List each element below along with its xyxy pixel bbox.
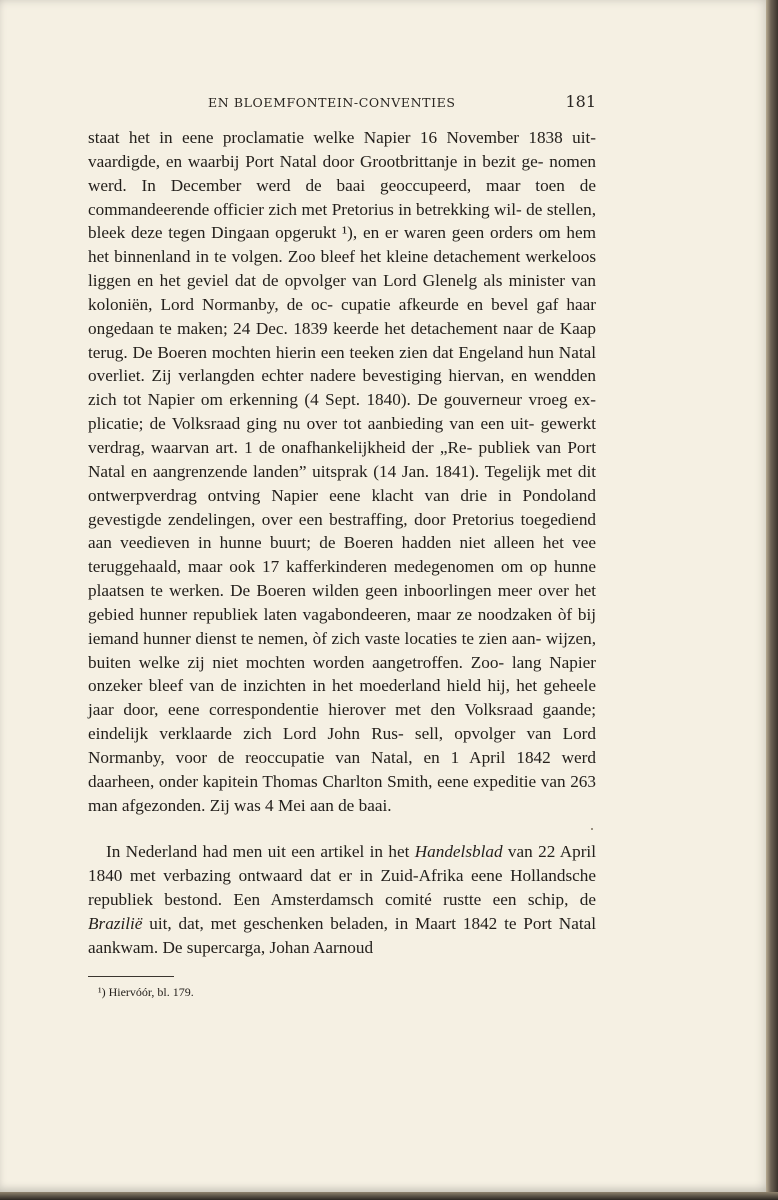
page-header bbox=[88, 92, 596, 114]
paragraph-1-line: tot Napier om erkenning (4 Sept. 1840). De gouverneur vroeg ex- bbox=[123, 390, 596, 410]
paragraph-1-line: ook 17 kafferkinderen medegenomen om op hunne plaatsen te bbox=[88, 557, 597, 601]
paragraph-1-line: de stellen, bleek deze tegen Dingaan opgerukt ¹), en er waren geen bbox=[88, 199, 597, 243]
body-text bbox=[88, 126, 596, 960]
paragraph-1-line: aan de baai. bbox=[309, 795, 392, 815]
page-edge-bottom bbox=[0, 1192, 778, 1200]
paragraph-1-line: wijzen, buiten welke zij niet mochten worden aangetroffen. Zoo- bbox=[88, 628, 597, 672]
paragraph-2-line: 1842 te Port Natal aankwam. De supercarga, Johan Aarnoud bbox=[88, 914, 597, 957]
paragraph-1-line: nomen werd. In December werd de baai geoccupeerd, maar toen bbox=[88, 151, 596, 195]
paragraph-2-line: April 1840 met verbazing ontwaard dat er in Zuid-Afrika eene bbox=[88, 842, 596, 886]
paragraph-1-line: Jan. 1841). Tegelijk met dit ontwerpverdrag ontving Napier eene bbox=[88, 461, 596, 505]
paragraph-1-line: hunner republiek laten vagabondeeren, maar ze noodzaken òf bij bbox=[139, 604, 597, 624]
paragraph-1-line: iemand hunner dienst te nemen, òf zich vaste locaties te zien aan- bbox=[88, 628, 542, 648]
paragraph-1-line: buurt; de Boeren hadden niet alleen het vee teruggehaald, maar bbox=[88, 533, 596, 577]
footnote: ¹) Hiervóór, bl. 179. bbox=[98, 985, 194, 999]
paragraph-1-line: Smith, eene expeditie van 263 man afgezonden. Zij was 4 Mei bbox=[88, 771, 596, 815]
paragraph-2-line: In Nederland had men uit een artikel in het bbox=[106, 842, 415, 862]
paragraph-2-line: van 22 bbox=[502, 842, 556, 862]
paragraph-1 bbox=[88, 126, 596, 817]
paragraph-2-line: Hollandsche republiek bestond. Een Amsterdamsch comité rustte bbox=[88, 866, 596, 910]
paragraph-1-line: de commandeerende officier zich met Pretorius in betrekking wil- bbox=[88, 175, 597, 219]
paragraph-2 bbox=[88, 840, 596, 959]
paragraph-1-line: hield hij, het geheele jaar door, eene correspondentie hierover met bbox=[88, 676, 596, 720]
newspaper-title: Handelsblad bbox=[414, 842, 503, 862]
footnote-divider bbox=[88, 976, 174, 977]
paragraph-1-line: plicatie; de Volksraad ging nu over tot aanbieding van een uit- bbox=[88, 414, 535, 434]
paragraph-2-line: een schip, de bbox=[492, 890, 597, 910]
paragraph-1-line: vaardigde, en waarbij Port Natal door Grootbrittanje in bezit ge- bbox=[88, 151, 544, 171]
paragraph-1-line: mochten hierin een teeken zien dat Engeland hun Natal overliet. bbox=[88, 342, 596, 386]
paragraph-1-line: sell, opvolger van Lord Normanby, voor de reoccupatie van Natal, bbox=[88, 724, 596, 767]
page-number: 181 bbox=[565, 92, 596, 111]
paragraph-1-line: orders om hem het binnenland in te volgen. Zoo bleef het kleine bbox=[88, 223, 597, 267]
paragraph-1-line: gewerkt verdrag, waarvan art. 1 de onafhankelijkheid der „Re- bbox=[88, 414, 596, 457]
paragraph-1-line: lang Napier onzeker bleef van de inzichten in het moederland bbox=[88, 652, 596, 696]
paragraph-1-line: en 1 April 1842 werd daarheen, onder kapitein Thomas Charlton bbox=[88, 747, 596, 791]
paragraph-1-line: 1839 keerde het detachement naar de Kaap terug. De Boeren bbox=[88, 318, 596, 362]
paragraph-1-line: Zij verlangden echter nadere bevestiging hiervan, en wendden zich bbox=[88, 366, 596, 410]
paragraph-2-line: uit, dat, met geschenken beladen, in Maart bbox=[142, 914, 457, 933]
paragraph-1-line: klacht van drie in Pondoland gevestigde zendelingen, over een bbox=[88, 485, 596, 529]
ship-name: Brazilië bbox=[88, 914, 143, 933]
paragraph-1-line: werken. De Boeren wilden geen inboorlingen meer over het gebied bbox=[88, 581, 597, 624]
paper-speck bbox=[591, 828, 593, 830]
paragraph-1-line: staat het in eene proclamatie welke Napier 16 November 1838 uit- bbox=[88, 128, 596, 147]
running-title: EN BLOEMFONTEIN-CONVENTIES bbox=[208, 95, 456, 110]
page-edge-right bbox=[766, 0, 778, 1200]
paragraph-1-line: bestraffing, door Pretorius toegediend aan veedieven in hunne bbox=[88, 509, 597, 553]
paragraph-1-line: publiek van Port Natal en aangrenzende landen” uitsprak (14 bbox=[88, 437, 597, 481]
paragraph-1-line: detachement werkeloos liggen en het geviel dat de opvolger van bbox=[88, 247, 597, 291]
paragraph-1-line: Lord Glenelg als minister van koloniën, Lord Normanby, de oc- bbox=[88, 271, 596, 314]
paragraph-1-line: den Volksraad gaande; eindelijk verklaarde zich Lord John Rus- bbox=[88, 700, 597, 744]
paragraph-1-line: cupatie afkeurde en bevel gaf haar ongedaan te maken; 24 Dec. bbox=[88, 294, 597, 338]
